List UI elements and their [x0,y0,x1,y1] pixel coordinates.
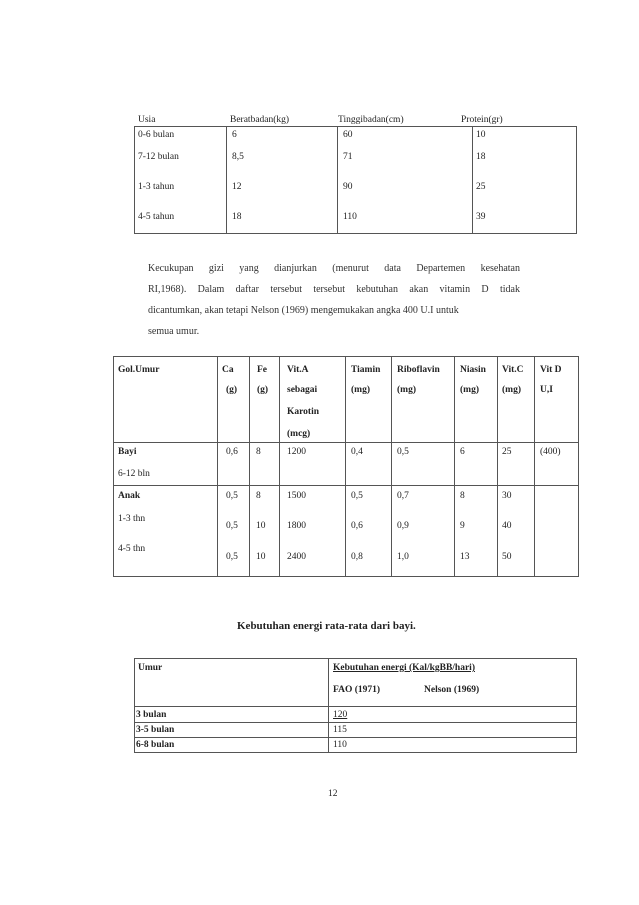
header-nelson: Nelson (1969) [424,685,480,695]
table-cell: 0,5 [226,491,238,501]
header-fe: Fe [257,365,268,375]
header-vitc: Vit.C [502,365,524,375]
table-cell: 10 [256,521,266,531]
table-cell: 1500 [287,491,306,501]
table-cell: 6 [460,447,465,457]
table-cell: 0,9 [397,521,409,531]
header-niasin-unit: (mg) [460,385,479,395]
header-tinggi: Tinggibadan(cm) [338,115,404,125]
table-cell: 1-3 tahun [138,182,175,192]
table-cell: 60 [343,130,353,140]
header-niasin: Niasin [460,365,486,375]
table-cell: 25 [502,447,512,457]
header-tiamin-unit: (mg) [351,385,370,395]
paragraph-line: RI,1968). Dalam daftar tersebut tersebut kebutuhan akan vitamin D tidak [148,284,520,295]
paragraph [148,258,520,342]
header-ca-unit: (g) [226,385,238,395]
table-cell: 0,5 [226,521,238,531]
header-fao: FAO (1971) [333,685,381,695]
table-cell: 30 [502,491,512,501]
table-cell: 1200 [287,447,306,457]
table-cell: 120 [333,710,348,720]
table-cell: 3-5 bulan [136,725,175,735]
table-cell: 1,0 [397,552,409,562]
table-cell: 18 [232,212,242,222]
table-cell: 6 [232,130,237,140]
row-label-anak: Anak [118,491,141,501]
header-vita-line3: Karotin [287,407,320,417]
header-vitd-unit: U,I [540,385,553,395]
paragraph-line: Kecukupan gizi yang dianjurkan (menurut data Departemen kesehatan [148,263,520,274]
table-cell: 3 bulan [136,710,167,720]
table-cell: 0,6 [226,447,238,457]
header-usia: Usia [138,115,156,125]
header-vitc-unit: (mg) [502,385,521,395]
table-cell: 115 [333,725,347,735]
table-cell: 0,7 [397,491,409,501]
row-label-bayi: Bayi [118,447,137,457]
table-cell: 4-5 tahun [138,212,175,222]
table-cell: (400) [540,447,561,457]
table-cell: 50 [502,552,512,562]
table-cell: 71 [343,152,353,162]
header-vita-line2: sebagai [287,385,318,395]
table-cell: 7-12 bulan [138,152,179,162]
header-berat: Beratbadan(kg) [230,115,290,125]
table-cell: 10 [476,130,486,140]
table-cell: 25 [476,182,486,192]
table-cell: 110 [343,212,357,222]
table-cell: 0,5 [351,491,363,501]
table-cell: 0,8 [351,552,363,562]
table-cell: 18 [476,152,486,162]
table-cell: 8 [256,491,261,501]
row-sublabel: 4-5 thn [118,544,146,554]
table-3-title: Kebutuhan energi rata-rata dari bayi. [237,620,416,632]
header-umur: Umur [138,663,163,673]
header-kebutuhan-energi: Kebutuhan energi (Kal/kgBB/hari) [333,663,475,673]
table-cell: 12 [232,182,242,192]
header-tiamin: Tiamin [351,365,381,375]
table-cell: 0,5 [226,552,238,562]
table-cell: 110 [333,740,347,750]
table-cell: 0,4 [351,447,363,457]
header-gol-umur: Gol.Umur [118,365,160,375]
table-cell: 0,6 [351,521,363,531]
table-cell: 10 [256,552,266,562]
header-protein: Protein(gr) [461,115,503,125]
table-cell: 9 [460,521,465,531]
table-cell: 6-8 bulan [136,740,175,750]
row-sublabel: 6-12 bln [118,469,150,479]
header-riboflavin-unit: (mg) [397,385,416,395]
table-cell: 13 [460,552,470,562]
table-cell: 8,5 [232,152,244,162]
table-cell: 0-6 bulan [138,130,175,140]
page-number: 12 [328,789,338,799]
table-cell: 8 [460,491,465,501]
header-riboflavin: Riboflavin [397,365,440,375]
table-cell: 2400 [287,552,306,562]
paragraph-line: dicantumkan, akan tetapi Nelson (1969) mengemukakan angka 400 U.I untuk [148,305,459,316]
table-cell: 90 [343,182,353,192]
table-cell: 8 [256,447,261,457]
paragraph-line: semua umur. [148,326,200,337]
row-sublabel: 1-3 thn [118,514,146,524]
table-cell: 39 [476,212,486,222]
table-cell: 40 [502,521,512,531]
header-vita-unit: (mcg) [287,429,311,439]
header-fe-unit: (g) [257,385,269,395]
table-cell: 0,5 [397,447,409,457]
header-ca: Ca [222,365,234,375]
header-vita: Vit.A [287,365,309,375]
table-cell: 1800 [287,521,306,531]
header-vitd: Vit D [540,365,562,375]
